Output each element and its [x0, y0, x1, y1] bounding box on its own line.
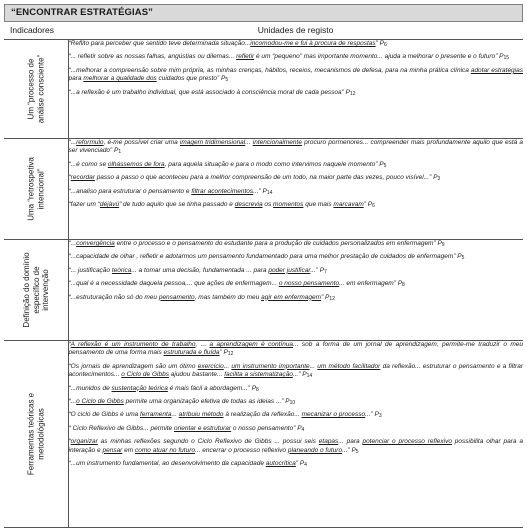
registry-unit-quote	[69, 411, 524, 419]
indicator-label	[22, 252, 51, 327]
underlined-phrase: orientar e estruturar	[173, 424, 232, 432]
registry-unit-quote	[69, 363, 524, 380]
quote-text: ” P	[375, 40, 384, 47]
underlined-phrase: incomodou-me e fui à procura de respostas	[250, 40, 376, 47]
indicator-label-line: análise consciente”	[35, 54, 45, 124]
participant-code: 12	[329, 295, 335, 302]
quote-text: “...um instrumento fundamental, ao desenvolvimento da capacidade	[68, 460, 266, 468]
quote-text: “... justificação	[68, 266, 112, 274]
quote-text: as minhas reflexões segundo o Ciclo Reflexivo de Gibbs ... possui seis	[97, 438, 319, 446]
quote-text: “...é como se	[68, 160, 108, 168]
registry-unit-quote	[69, 53, 524, 61]
table-title: “ENCONTRAR ESTRATÉGIAS”	[11, 7, 153, 18]
quote-text: , ...	[195, 341, 210, 348]
participant-code: 14	[266, 189, 273, 196]
header-indicators: Indicadores	[4, 22, 68, 40]
underlined-phrase: pensar	[102, 446, 123, 454]
participant-code: 4	[301, 426, 305, 433]
quote-text: ... para	[338, 438, 363, 446]
quote-text: “...capacidade de olhar , refletir e adotarmos um pensamento fundamentado para uma melhor prestação de cuidados de enfermagem” P	[68, 253, 462, 261]
participant-code: 5	[355, 448, 359, 455]
quote-text: que mais	[303, 201, 334, 209]
underlined-phrase: organizar	[70, 438, 98, 446]
registry-unit-quote	[69, 267, 524, 275]
indicator-label-line: intencional”	[35, 168, 45, 210]
underlined-phrase: teórica	[111, 266, 132, 274]
quote-text: , mas também do meu	[194, 293, 262, 301]
quote-text: “...analiso para estruturar o pensamento e	[68, 187, 192, 195]
quote-text: para	[68, 75, 84, 83]
quote-text: ” P	[363, 201, 373, 209]
quote-text: ...	[223, 362, 232, 370]
table-row	[4, 139, 523, 240]
underlined-phrase: um instrumento importante	[231, 362, 310, 370]
quote-text: “...	[68, 398, 77, 406]
indicator-label-line: Definição do domínio	[21, 252, 31, 328]
quote-text: ...” P	[342, 446, 356, 454]
underlined-phrase: etapas	[318, 438, 339, 446]
quote-text: ...	[309, 362, 318, 370]
quote-text: ” P	[219, 349, 228, 357]
quote-text: ... em enfermagem” P	[339, 280, 403, 288]
participant-code: 10	[289, 400, 296, 407]
quote-text: ...” P	[365, 411, 379, 419]
underlined-phrase: reformulo	[76, 139, 104, 146]
underlined-phrase: ferramenta	[140, 411, 172, 419]
participant-code: 12	[349, 90, 356, 97]
units-cell	[68, 40, 523, 139]
quote-text: ... sob a forma de um jornal de aprendizagem, permite-me traduzir o meu pensamento de uma forma mais	[68, 341, 523, 357]
registry-unit-quote	[69, 294, 524, 302]
quote-text: “...estruturação não só do meu	[68, 293, 159, 301]
quote-text: à realização da reflexão...	[223, 411, 302, 419]
quote-text: “	[68, 174, 71, 182]
table-body	[4, 40, 523, 528]
units-cell	[68, 341, 523, 528]
participant-code: 4	[304, 462, 307, 469]
registry-unit-quote	[69, 174, 524, 182]
indicator-label	[26, 393, 45, 475]
indicator-label-line: específico de	[31, 266, 40, 314]
underlined-phrase: refletir	[236, 53, 255, 61]
indicator-cell	[4, 139, 68, 240]
table-title-bar	[4, 4, 523, 22]
quote-text: passo a passo o que aconteceu para a melhor compreensão de um todo, na maior parte das vezes, pouco visível...” P	[94, 174, 438, 182]
underlined-phrase: facilita a sistematização	[224, 371, 293, 379]
quote-text: entre o processo e o pensamento do estudante para a produção de cuidados personalizados em enfermagem” P	[114, 240, 442, 247]
quote-text: “Reflito para perceber que sentido teve determinada situação...	[68, 40, 251, 47]
table-row	[4, 341, 523, 528]
registry-unit-quote	[69, 139, 524, 156]
quote-text: é mais fácil a abordagem...” P	[167, 384, 257, 392]
quote-text: ” P	[295, 460, 305, 468]
participant-code: 5	[383, 162, 387, 169]
table-header-row	[4, 22, 523, 40]
registry-unit-quote	[69, 438, 524, 455]
quote-text: ” de tudo aquilo que se tinha passado e	[119, 201, 235, 209]
quote-text: procuro pormenores... compreender mais profundamente aquilo que está a ser vivenciado” P	[68, 139, 523, 155]
underlined-phrase: melhorar a qualidade dos	[83, 75, 157, 83]
indicator-label-line: Um “processo de	[26, 58, 36, 120]
quote-text: “...munidos de	[68, 384, 112, 392]
registry-unit-quote	[69, 341, 524, 358]
indicator-cell	[4, 341, 68, 528]
indicator-cell	[4, 240, 68, 341]
quote-text: “Os jornais de aprendizagem são um ótimo	[68, 362, 198, 370]
quote-text: “...	[68, 240, 77, 247]
participant-code: 12	[227, 351, 234, 358]
quote-text: “fazer um “	[68, 201, 100, 209]
table-row	[4, 240, 523, 341]
registry-unit-quote	[69, 385, 524, 393]
quote-text: os	[262, 201, 274, 209]
quote-text: cuidados que presto” P	[156, 75, 226, 83]
table-row	[4, 40, 523, 139]
underlined-phrase: o Ciclo de Gibbs	[76, 398, 124, 406]
registry-unit-quote	[69, 67, 524, 84]
quote-text: “...qual é a necessidade daquela pessoa,... que ações de enfermagem...	[68, 280, 279, 288]
quote-text: “... refletir sobre as nossas falhas, angústias ou dilemas...	[68, 53, 237, 61]
quote-text: , para aquela situação e para o modo como intervimos naquele momento” P	[164, 160, 384, 168]
quote-text: ...” P	[292, 371, 307, 379]
underlined-phrase: marcavam	[333, 201, 364, 209]
participant-code: 5	[461, 255, 465, 262]
indicator-label-line: metodológicas	[35, 408, 45, 460]
participant-code: 15	[503, 55, 510, 62]
participant-code: 5	[225, 77, 229, 84]
participant-code: 6	[372, 203, 375, 210]
underlined-phrase: exercício	[197, 362, 224, 370]
participant-code: 14	[306, 373, 313, 380]
quote-text: “ Ciclo Reflexivo de Gibbs... permite	[68, 424, 174, 432]
indicator-cell	[4, 40, 68, 139]
underlined-phrase: o nosso pensamento	[278, 280, 340, 288]
underlined-phrase: sustentação teórica	[111, 384, 168, 392]
quote-text: possibilita olhar para a interação e	[68, 438, 523, 454]
registry-unit-quote	[69, 240, 524, 248]
quote-text: em	[122, 446, 135, 454]
underlined-phrase: recordar	[70, 174, 95, 182]
underlined-phrase: autocrítica	[265, 460, 296, 468]
quote-text: “...	[68, 139, 77, 146]
quote-text: é um “pequeno” mas importante momento... ajuda a melhorar o presente e o futuro” P	[254, 53, 504, 61]
quote-text: ...” P	[310, 266, 325, 274]
registry-unit-quote	[69, 253, 524, 261]
registry-unit-quote	[69, 201, 524, 209]
indicator-label	[26, 55, 45, 123]
quote-text: permite uma organização efetiva de todas as ideias ...” P	[123, 398, 290, 406]
underlined-phrase: estruturada e fluída	[163, 349, 220, 357]
quote-text: ...” P	[253, 187, 267, 195]
underlined-phrase: adotar estratégias	[470, 66, 523, 74]
indicator-label	[26, 157, 45, 221]
quote-text: “...a reflexão é um trabalho individual, que está associado à consciência moral de cada pessoa” P	[68, 88, 350, 96]
quote-text: o nosso pensamento” P	[231, 424, 302, 432]
quote-text: ...	[171, 411, 179, 419]
participant-code: 8	[402, 282, 405, 289]
registry-unit-quote	[69, 40, 524, 48]
underlined-phrase: filtrar acontecimentos	[191, 187, 254, 195]
underlined-phrase: potenciar o processo reflexivo	[362, 438, 452, 446]
quote-text: “...melhorar a compreensão sobre mim própria, as minhas crenças, hábitos, receios, mecanismos de defesa, para na minha prática clínica	[68, 66, 471, 74]
underlined-phrase: A reflexão é um instrumento de trabalho	[70, 341, 196, 348]
underlined-phrase: descrevia	[234, 201, 263, 209]
participant-code: 3	[378, 413, 382, 420]
quote-text: “	[68, 341, 71, 348]
participant-code: 6	[383, 42, 387, 48]
underlined-phrase: a aprendizagem é contínua	[209, 341, 294, 348]
underlined-phrase: atribuiu método	[178, 411, 224, 419]
quote-text: ... encerrar o processo reflexivo	[194, 446, 288, 454]
indicator-label-line: Ferramentas teóricas e	[26, 392, 36, 476]
header-units: Unidades de registo	[68, 22, 523, 40]
underlined-phrase: o Ciclo de Gibbs	[121, 371, 169, 379]
underlined-phrase: poder justificar	[268, 266, 311, 274]
underlined-phrase: déjàvú	[99, 201, 120, 209]
registry-unit-quote	[69, 460, 524, 468]
quote-text: ” P	[321, 293, 330, 301]
quote-text: ... a tomar uma decisão, fundamentada ... para	[131, 266, 269, 274]
participant-code: 7	[324, 268, 327, 275]
units-cell	[68, 240, 523, 341]
participant-code: 1	[118, 149, 122, 156]
underlined-phrase: momentos	[273, 201, 304, 209]
registry-unit-quote	[69, 425, 524, 433]
registry-unit-quote	[69, 280, 524, 288]
underlined-phrase: agir em enfermagem	[261, 293, 322, 301]
underlined-phrase: mecanizar o processo	[301, 411, 366, 419]
underlined-phrase: planeando o futuro	[287, 446, 343, 454]
quote-text: “O ciclo de Gibbs é uma	[68, 411, 141, 419]
underlined-phrase: convergência	[76, 240, 115, 247]
indicator-label-line: intervenção	[40, 269, 50, 311]
registry-unit-quote	[69, 89, 524, 97]
participant-code: 9	[441, 242, 445, 248]
underlined-phrase: um método facilitador	[317, 362, 381, 370]
participant-code: 8	[256, 386, 259, 393]
underlined-phrase: imagem tridimensional	[179, 139, 246, 146]
underlined-phrase: olhássemos de fora	[107, 160, 165, 168]
quote-text: “	[68, 438, 71, 446]
registry-unit-quote	[69, 398, 524, 406]
registry-table	[4, 22, 523, 528]
registry-unit-quote	[69, 188, 524, 196]
underlined-phrase: intencionalmente	[252, 139, 302, 146]
registry-unit-quote	[69, 161, 524, 169]
quote-text: ...	[245, 139, 253, 146]
quote-text: ajudou bastante...	[168, 371, 225, 379]
quote-text: da reflexão... estruturar o pensamento e a filtrar acontecimentos...	[68, 362, 523, 379]
quote-text: , é-me possível criar uma	[103, 139, 180, 146]
units-cell	[68, 139, 523, 240]
indicator-label-line: Uma “retrospetiva	[26, 157, 36, 221]
underlined-phrase: pensamento	[158, 293, 195, 301]
underlined-phrase: como atuar no futuro	[135, 446, 195, 454]
participant-code: 3	[437, 176, 441, 183]
